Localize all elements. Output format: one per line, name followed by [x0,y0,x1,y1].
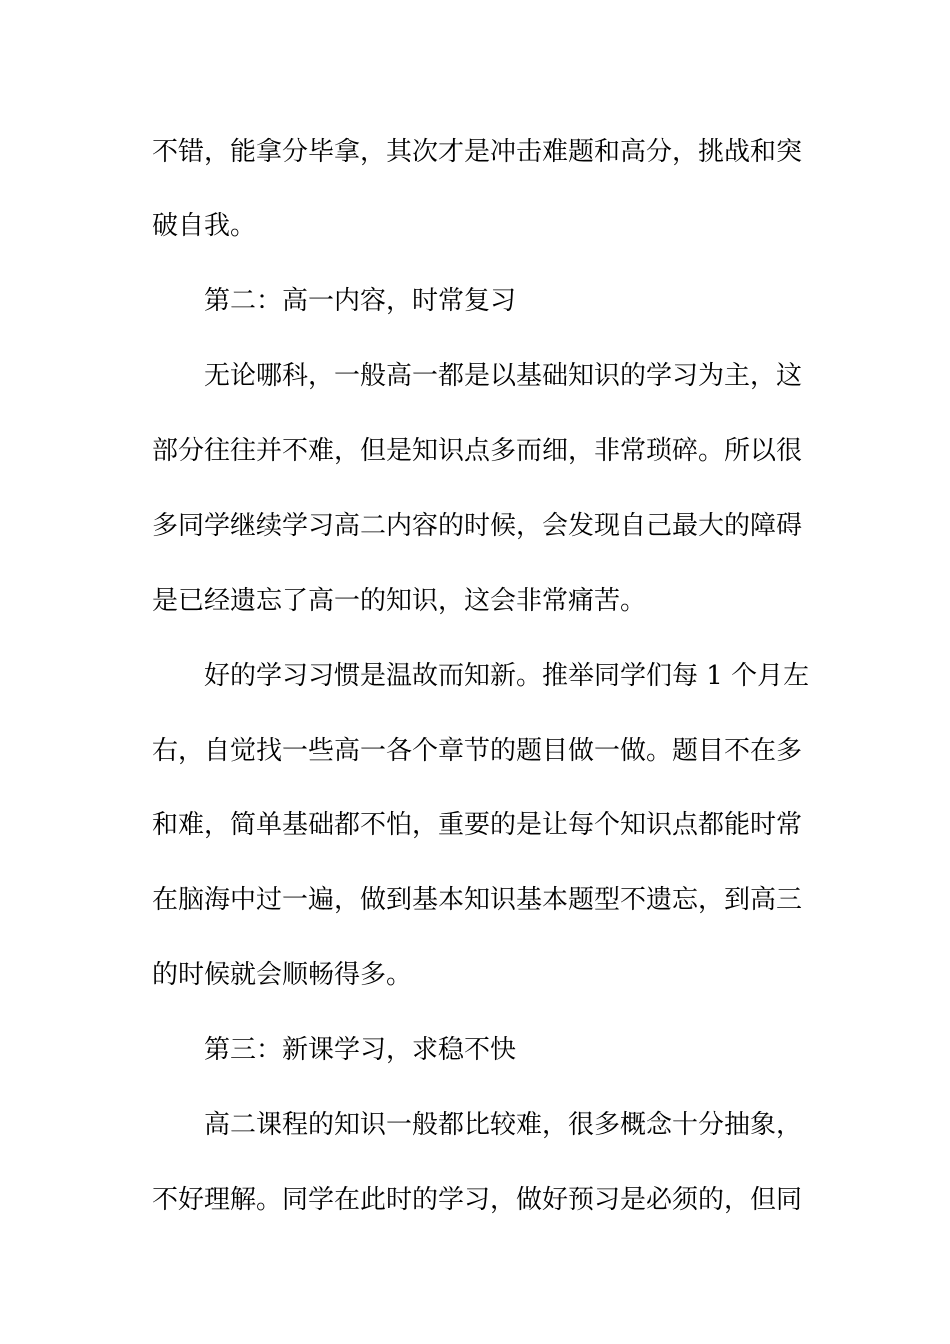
text-line: 不错，能拿分毕拿，其次才是冲击难题和高分，挑战和突 [152,137,803,167]
text-line: 的时候就会顺畅得多。 [152,960,413,990]
section-heading: 第二：高一内容，时常复习 [204,286,517,316]
section-heading: 第三：新课学习，求稳不快 [204,1035,517,1065]
text-line: 好的学习习惯是温故而知新。推举同学们每 1 个月左 [204,661,810,691]
text-line: 在脑海中过一遍，做到基本知识基本题型不遗忘，到高三 [152,885,803,915]
text-line: 无论哪科，一般高一都是以基础知识的学习为主，这 [204,361,803,391]
text-line: 破自我。 [152,211,257,241]
text-line: 不好理解。同学在此时的学习，做好预习是必须的，但同 [152,1185,803,1215]
text-line: 是已经遗忘了高一的知识，这会非常痛苦。 [152,586,647,616]
text-line: 多同学继续学习高二内容的时候，会发现自己最大的障碍 [152,511,803,541]
text-line: 高二课程的知识一般都比较难，很多概念十分抽象， [204,1110,803,1140]
text-line: 右，自觉找一些高一各个章节的题目做一做。题目不在多 [152,736,803,766]
text-line: 和难，简单基础都不怕，重要的是让每个知识点都能时常 [152,810,803,840]
text-line: 部分往往并不难，但是知识点多而细，非常琐碎。所以很 [152,436,803,466]
